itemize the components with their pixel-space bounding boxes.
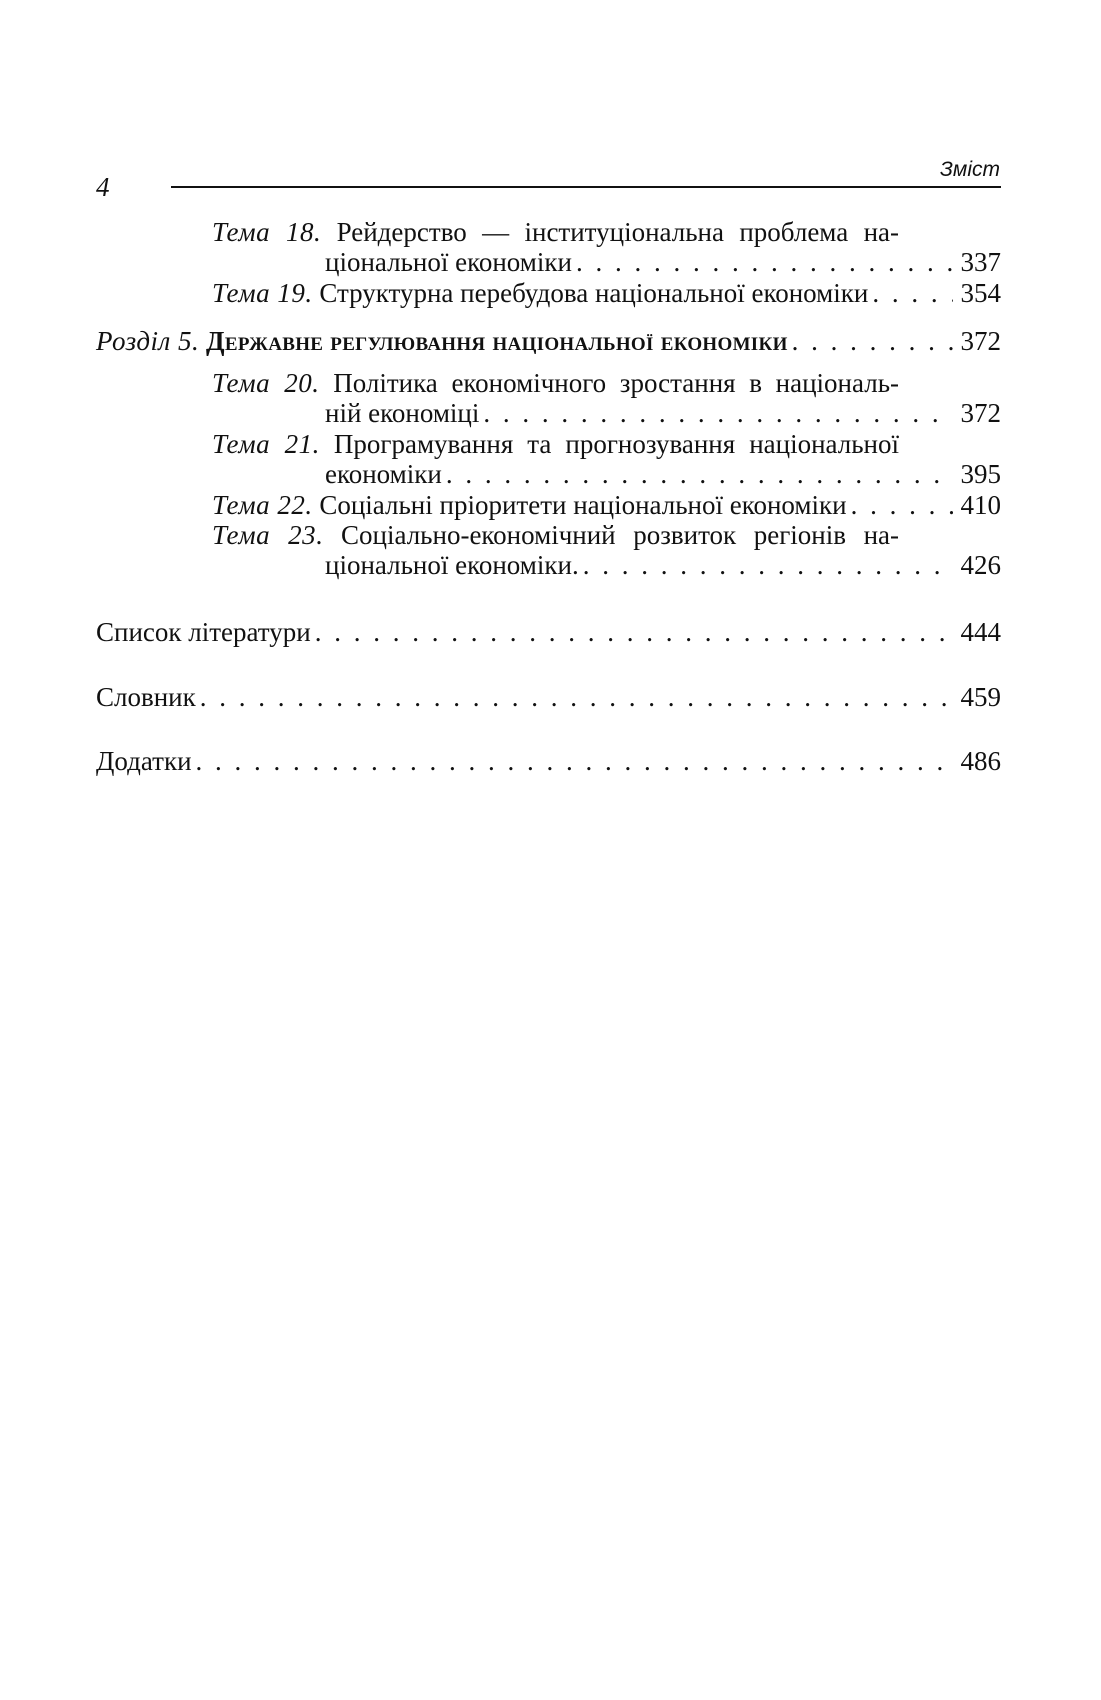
toc-section-title: Державне регулювання національної економіки xyxy=(206,326,788,356)
toc-label: Тема 19. xyxy=(212,278,313,308)
toc-page-number: 372 xyxy=(960,398,1001,428)
toc-label: Тема 22. xyxy=(212,490,313,520)
toc-page-number: 395 xyxy=(960,459,1001,489)
toc-title: Список літератури xyxy=(96,617,311,647)
toc-title-continued: ній економіці xyxy=(325,398,480,428)
toc-label: Тема 23. xyxy=(212,520,324,550)
dot-leader xyxy=(872,278,953,308)
dot-leader xyxy=(583,550,953,580)
page-number: 4 xyxy=(96,172,110,202)
toc-page-number: 372 xyxy=(960,326,1001,356)
toc-title: Словник xyxy=(96,682,196,712)
toc-title: Рейдерство — інституціональна проблема на- xyxy=(336,217,899,247)
toc-label: Тема 20. xyxy=(212,368,320,398)
dot-leader xyxy=(196,746,953,776)
dot-leader xyxy=(576,247,953,277)
toc-entry-appendices[interactable] xyxy=(96,746,1001,776)
toc-entry-topic-23[interactable] xyxy=(212,520,1001,580)
dot-leader xyxy=(792,326,953,356)
toc-title: Структурна перебудова національної економіки xyxy=(319,278,869,308)
toc-entry-glossary[interactable] xyxy=(96,682,1001,712)
toc-page-number: 486 xyxy=(960,746,1001,776)
toc-title: Додатки xyxy=(96,746,192,776)
toc-entry-topic-22[interactable] xyxy=(212,490,1001,520)
toc-entry-topic-18[interactable] xyxy=(212,217,1001,277)
toc-title-continued: ціональної економіки. xyxy=(325,550,579,580)
toc-label: Тема 21. xyxy=(212,429,320,459)
toc-entry-literature[interactable] xyxy=(96,617,1001,647)
toc-page-number: 354 xyxy=(960,278,1001,308)
toc-title-continued: економіки xyxy=(325,459,442,489)
toc-title-continued: ціональної економіки xyxy=(325,247,572,277)
toc-title: Соціальні пріоритети національної економіки xyxy=(319,490,847,520)
toc-title: Соціально-економічний розвиток регіонів на- xyxy=(341,520,899,550)
dot-leader xyxy=(483,398,953,428)
running-header-title: Зміст xyxy=(940,158,1000,181)
toc-entry-topic-21[interactable] xyxy=(212,429,1001,489)
toc-title: Програмування та прогнозування національної xyxy=(333,429,899,459)
toc-label: Тема 18. xyxy=(212,217,322,247)
toc-entry-topic-19[interactable] xyxy=(212,278,1001,308)
toc-entry-topic-20[interactable] xyxy=(212,368,1001,428)
toc-page-number: 459 xyxy=(960,682,1001,712)
header-rule xyxy=(171,186,1001,188)
dot-leader xyxy=(200,682,953,712)
toc-section-label: Розділ 5. xyxy=(96,326,200,356)
toc-title: Політика економічного зростання в національ- xyxy=(333,368,899,398)
toc-page-number: 410 xyxy=(960,490,1001,520)
toc-page-number: 444 xyxy=(960,617,1001,647)
toc-page-number: 426 xyxy=(960,550,1001,580)
dot-leader xyxy=(446,459,953,489)
toc-entry-section-5[interactable] xyxy=(96,326,1001,356)
toc-page-number: 337 xyxy=(960,247,1001,277)
dot-leader xyxy=(315,617,953,647)
dot-leader xyxy=(851,490,953,520)
